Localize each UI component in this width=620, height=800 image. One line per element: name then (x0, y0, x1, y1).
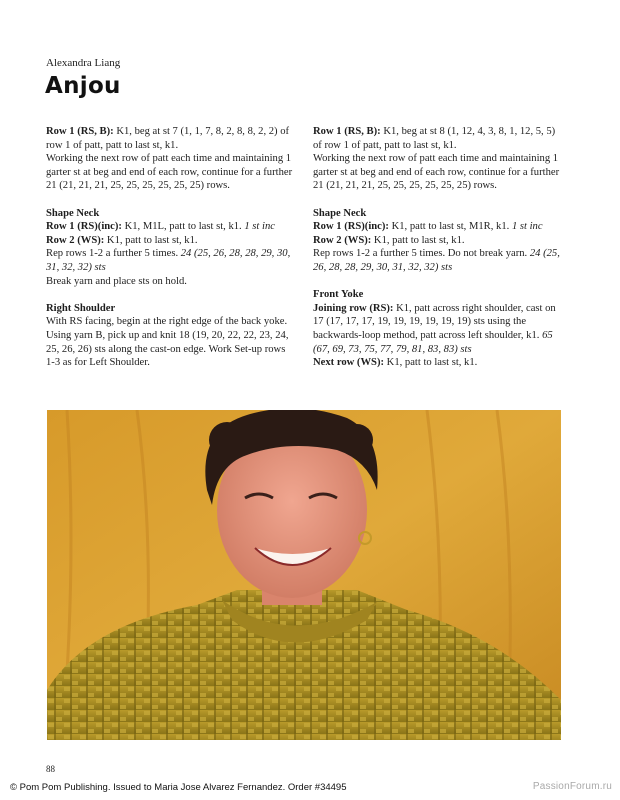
right-row1-paragraph (313, 125, 561, 193)
joining-row-label: Joining row (RS): (313, 302, 394, 314)
left-neck-row2-label: Row 2 (WS): (46, 234, 105, 246)
left-neck-row1-text: K1, M1L, patt to last st, k1. (121, 221, 245, 233)
left-row1-text: K1, beg at st 7 (1, 1, 7, 8, 2, 8, 8, 2, 2) of row 1 of patt, patt to last st, k1. (46, 126, 290, 151)
joining-row-count: 65 (67, 69, 73, 75, 77, 79, 81, 83, 83) sts (313, 329, 553, 355)
front-yoke-section (313, 288, 561, 370)
left-neck-repeat-text: Rep rows 1-2 a further 5 times. (46, 248, 181, 260)
right-row1-continuation: Working the next row of patt each time and maintaining 1 garter st at beg and end of each row, continue for a further 21 (21, 21, 21, 25, 25, 25, 25, 25, 25) rows. (313, 153, 560, 192)
pattern-title: Anjou (45, 73, 121, 99)
joining-row-text: K1, patt across right shoulder, cast on 17 (17, 17, 17, 19, 19, 19, 19, 19, 19) sts using the backwards-loop method, patt across left shoulder, k1. (313, 302, 556, 341)
right-neck-row1-text: K1, patt to last st, M1R, k1. (388, 221, 512, 233)
photo-of-smiling-woman-in-mustard-knit-sweater (47, 410, 561, 740)
left-neck-row1-label: Row 1 (RS)(inc): (46, 221, 122, 233)
footer-copyright: © Pom Pom Publishing. Issued to Maria Jose Alvarez Fernandez. Order #34495 (10, 782, 347, 793)
right-row1-label: Row 1 (RS, B): (313, 126, 381, 137)
front-yoke-heading: Front Yoke (313, 289, 364, 301)
author-name: Alexandra Liang (46, 57, 121, 69)
right-column (313, 125, 561, 383)
left-neck-row1-count: 1 st inc (244, 221, 275, 233)
right-shape-neck-section (313, 207, 561, 275)
left-row1-paragraph (46, 125, 294, 193)
left-shape-neck-heading: Shape Neck (46, 207, 100, 219)
left-row1-label: Row 1 (RS, B): (46, 126, 114, 137)
left-column (46, 125, 294, 383)
right-shoulder-heading: Right Shoulder (46, 302, 116, 314)
left-row1-continuation: Working the next row of patt each time and maintaining 1 garter st at beg and end of each row, continue for a further 21 (21, 21, 21, 25, 25, 25, 25, 25, 25) rows. (46, 153, 293, 192)
left-neck-repeat-count: 24 (25, 26, 28, 28, 29, 30, 31, 32, 32) sts (46, 248, 291, 273)
right-shoulder-section (46, 302, 294, 370)
right-neck-repeat-count: 24 (25, 26, 28, 28, 29, 30, 31, 32, 32) sts (313, 248, 560, 273)
photo-illustration (47, 410, 561, 740)
right-neck-row2-label: Row 2 (WS): (313, 234, 372, 246)
next-row-label: Next row (WS): (313, 357, 385, 369)
right-row1-text: K1, beg at st 8 (1, 12, 4, 3, 8, 1, 12, 5, 5) of row 1 of patt, patt to last st, k1. (313, 126, 556, 151)
left-neck-break-text: Break yarn and place sts on hold. (46, 275, 187, 287)
page-number: 88 (46, 764, 55, 774)
right-neck-repeat-text: Rep rows 1-2 a further 5 times. Do not break yarn. (313, 248, 530, 260)
right-neck-row1-count: 1 st inc (511, 221, 543, 233)
watermark: PassionForum.ru (532, 781, 612, 792)
next-row-text: K1, patt to last st, k1. (384, 357, 478, 369)
right-shape-neck-heading: Shape Neck (313, 207, 367, 219)
right-neck-row2-text: K1, patt to last st, k1. (371, 234, 465, 246)
left-shape-neck-section (46, 207, 294, 289)
right-neck-row1-label: Row 1 (RS)(inc): (313, 221, 389, 233)
left-neck-row2-text: K1, patt to last st, k1. (104, 234, 198, 246)
right-shoulder-text: With RS facing, begin at the right edge of the back yoke. Using yarn B, pick up and knit 18 (19, 20, 22, 22, 23, 24, 25, 26, 26) sts along the cast-on edge. Work Set-up rows 1-3 as for Left Shoulder. (46, 316, 289, 369)
